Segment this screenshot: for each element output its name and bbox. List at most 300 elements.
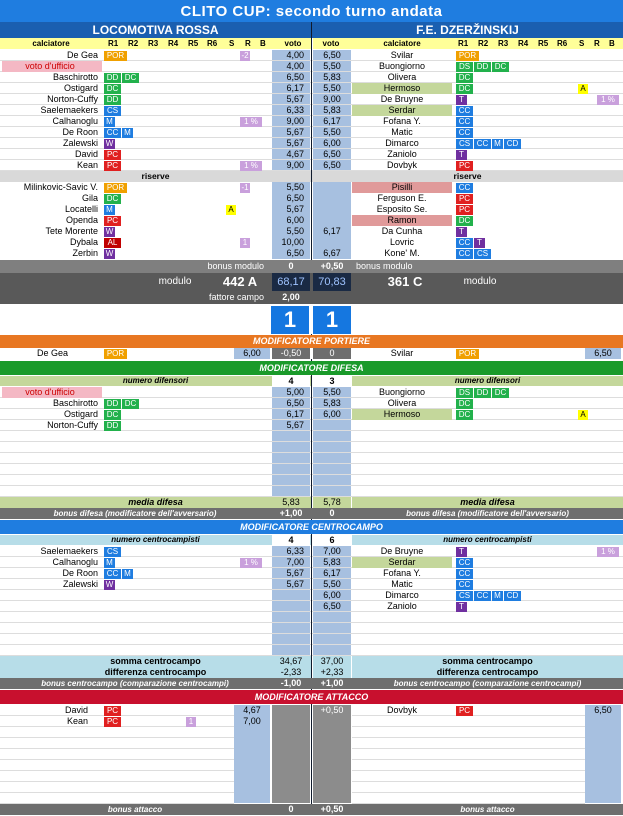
player-voto: 4,67	[286, 149, 304, 159]
player-voto: 6,50	[323, 160, 341, 170]
portiere-home-voto: 6,00	[234, 348, 270, 359]
player-voto: 9,00	[286, 116, 304, 126]
player-name: Ostigard	[63, 83, 98, 93]
player-name: Olivera	[387, 72, 417, 82]
role-tag: T	[456, 227, 467, 237]
role-tag: T	[456, 547, 467, 557]
bonus-modulo-bar	[0, 260, 623, 273]
row-line	[352, 770, 585, 771]
header-r2: R2	[478, 39, 489, 48]
row-line	[0, 611, 311, 612]
centrocampo-count-label: numero centrocampisti	[352, 535, 623, 545]
role-tag: CC	[456, 128, 473, 138]
player-name: voto d'ufficio	[2, 61, 102, 72]
row-line	[352, 781, 585, 782]
bonus-centrocampo-away: +1,00	[320, 678, 344, 688]
row-line	[0, 759, 234, 760]
row-line	[312, 463, 623, 464]
differenza-centrocampo-label: differenza centrocampo	[352, 667, 623, 678]
player-voto: 6,00	[323, 409, 341, 419]
player-voto: 5,00	[286, 387, 304, 397]
row-line	[312, 452, 623, 453]
bonus-tag: 1 %	[240, 161, 262, 171]
bonus-tag: 1	[240, 238, 250, 248]
player-name: De Gea	[66, 50, 98, 60]
header-r6: R6	[207, 39, 218, 48]
player-voto: 6,50	[323, 149, 341, 159]
attacco-title: MODIFICATORE ATTACCO	[0, 690, 623, 704]
row-line	[0, 622, 311, 623]
player-voto: 5,83	[323, 105, 341, 115]
differenza-centrocampo-home: -2,33	[272, 667, 310, 678]
role-tag: DC	[456, 73, 473, 83]
header-r5: R5	[538, 39, 549, 48]
row-line	[0, 770, 234, 771]
row-line	[312, 485, 623, 486]
player-voto: 5,83	[323, 72, 341, 82]
player-name: Buongiorno	[378, 61, 426, 71]
role-tag: CD	[504, 139, 521, 149]
row-line	[352, 737, 585, 738]
role-tag: PC	[456, 194, 473, 204]
header-voto: voto	[284, 39, 302, 48]
player-name: Zaniolo	[387, 601, 417, 611]
player-voto: 6,50	[286, 72, 304, 82]
player-voto: 6,50	[286, 398, 304, 408]
role-tag: CS	[474, 249, 491, 259]
bonus-tag: A	[578, 410, 588, 420]
row-line	[0, 781, 234, 782]
header-b: B	[260, 39, 266, 48]
role-tag: DC	[104, 410, 121, 420]
modulo-away: 361 C	[387, 274, 423, 289]
bonus-tag: 1 %	[240, 558, 262, 568]
player-voto: 6,17	[323, 226, 341, 236]
player-voto: 6,17	[323, 116, 341, 126]
role-tag: CS	[104, 106, 121, 116]
role-tag: DC	[492, 62, 509, 72]
player-name: Esposito Se.	[376, 204, 428, 214]
row-line	[0, 485, 311, 486]
bonus-modulo-away: +0,50	[320, 261, 344, 271]
bonus-modulo-home: 0	[288, 261, 294, 271]
player-voto: 6,33	[286, 105, 304, 115]
role-tag: CC	[474, 591, 491, 601]
row-line	[352, 759, 585, 760]
role-tag: DD	[474, 62, 491, 72]
riserve-header: riserve	[312, 171, 623, 182]
difesa-title: MODIFICATORE DIFESA	[0, 361, 623, 375]
bonus-tag: A	[226, 205, 236, 215]
role-tag: PC	[104, 150, 121, 160]
player-voto: 5,67	[286, 94, 304, 104]
modulo-label: modulo	[463, 276, 497, 287]
row-line	[0, 792, 234, 793]
player-name: Dovbyk	[386, 160, 417, 170]
bonus-attacco-away: +0,50	[320, 804, 344, 814]
player-voto: 7,00	[323, 546, 341, 556]
player-name: Ramon	[352, 215, 452, 226]
bonus-tag: 1 %	[240, 117, 262, 127]
player-name: Kean	[66, 716, 88, 726]
player-voto: 6,00	[323, 590, 341, 600]
score-home: 1	[271, 306, 309, 334]
role-tag: DD	[104, 73, 121, 83]
role-tag: CS	[456, 591, 473, 601]
player-name: Hermoso	[352, 409, 452, 420]
header-r3: R3	[498, 39, 509, 48]
role-tag: PC	[104, 717, 121, 727]
row-line	[0, 737, 234, 738]
portiere-away-voto: 6,50	[585, 348, 621, 359]
difesa-away-n: 3	[313, 376, 351, 386]
role-tag: W	[105, 249, 114, 258]
fattore-value: 2,00	[282, 292, 300, 302]
row-line	[0, 474, 311, 475]
header-r: R	[594, 39, 600, 48]
role-tag: T	[456, 602, 467, 612]
player-voto: 10,00	[281, 237, 304, 247]
role-tag: DC	[456, 216, 473, 226]
role-tag: W	[105, 139, 114, 148]
header-r4: R4	[168, 39, 179, 48]
role-tag: CC	[456, 117, 473, 127]
role-tag: DC	[122, 73, 139, 83]
player-name: De Bruyne	[380, 94, 424, 104]
role-tag: CC	[456, 249, 473, 259]
player-voto: 4,67	[243, 705, 261, 715]
bonus-tag: 1 %	[597, 95, 619, 105]
player-name: Matic	[391, 127, 413, 137]
role-tag: POR	[104, 51, 127, 61]
row-line	[352, 726, 585, 727]
bonus-modulo-label: bonus modulo	[207, 261, 264, 271]
row-line	[0, 441, 311, 442]
attacco-voto-column	[585, 705, 621, 803]
bonus-centrocampo-home: -1,00	[280, 678, 302, 688]
role-tag: POR	[456, 51, 479, 61]
role-tag: DC	[122, 399, 139, 409]
role-tag: M	[122, 569, 133, 579]
player-voto	[313, 204, 351, 215]
centrocampo-home-n: 4	[272, 535, 310, 545]
player-name: Fofana Y.	[383, 116, 421, 126]
player-name: De Bruyne	[380, 546, 424, 556]
player-voto: 6,17	[286, 409, 304, 419]
player-voto: 4,00	[286, 50, 304, 60]
row-line	[312, 633, 623, 634]
role-tag: POR	[104, 349, 127, 359]
player-voto	[313, 215, 351, 226]
role-tag: AL	[104, 238, 121, 248]
player-voto: 5,67	[286, 420, 304, 430]
row-line	[352, 792, 585, 793]
row-line	[352, 748, 585, 749]
bonus-tag: 1 %	[597, 547, 619, 557]
role-tag: CC	[474, 139, 491, 149]
bonus-difesa-away: 0	[329, 508, 335, 518]
modulo-home: 442 A	[222, 274, 258, 289]
player-name: Locatelli	[64, 204, 98, 214]
centrocampo-away-n: 6	[313, 535, 351, 545]
row-line	[0, 633, 311, 634]
player-voto	[313, 182, 351, 193]
fattore-label: fattore campo	[208, 292, 264, 302]
role-tag: CD	[504, 591, 521, 601]
somma-centrocampo-label: somma centrocampo	[352, 656, 623, 667]
player-name: Matic	[391, 579, 413, 589]
header-calciatore: calciatore	[383, 39, 421, 48]
role-tag: PC	[104, 161, 121, 171]
modulo-bar	[0, 273, 623, 291]
media-difesa-home: 5,83	[272, 497, 310, 508]
role-tag: T	[456, 95, 467, 105]
player-name: Zalewski	[62, 138, 98, 148]
player-name: Serdar	[352, 105, 452, 116]
role-tag: DD	[104, 421, 121, 431]
role-tag: CC	[104, 128, 121, 138]
player-name: Baschirotto	[52, 398, 98, 408]
role-tag: DS	[456, 62, 473, 72]
player-voto: 5,83	[323, 398, 341, 408]
header-r: R	[245, 39, 251, 48]
header-s: S	[229, 39, 235, 48]
attacco-mod-column	[313, 705, 351, 803]
bonus-attacco-home: 0	[288, 804, 294, 814]
portiere-away-name: Svilar	[390, 348, 414, 358]
score-away: 1	[313, 306, 351, 334]
player-name: David	[74, 149, 98, 159]
player-voto: 6,33	[286, 546, 304, 556]
player-name: Da Cunha	[381, 226, 423, 236]
player-name: Zaniolo	[387, 149, 417, 159]
header-r4: R4	[518, 39, 529, 48]
media-difesa-label: media difesa	[352, 497, 623, 508]
role-tag: PC	[456, 205, 473, 215]
player-voto: 5,50	[323, 387, 341, 397]
player-voto: 6,17	[323, 568, 341, 578]
player-name: De Roon	[62, 568, 98, 578]
bonus-difesa-label: bonus difesa (modificatore dell'avversario)	[53, 509, 217, 518]
difesa-count-label: numero difensori	[352, 376, 623, 386]
row-line	[0, 452, 311, 453]
player-voto: 5,50	[323, 83, 341, 93]
role-tag: DD	[104, 399, 121, 409]
modulo-label: modulo	[158, 276, 192, 287]
player-name: Tete Morente	[45, 226, 98, 236]
role-tag: CC	[456, 569, 473, 579]
bonus-attacco-label: bonus attacco	[107, 805, 163, 814]
role-tag: PC	[456, 161, 473, 171]
header-r2: R2	[128, 39, 139, 48]
role-tag: M	[122, 128, 133, 138]
role-tag: DC	[456, 399, 473, 409]
attacco-away-mod: +0,50	[320, 705, 344, 715]
role-tag: DS	[456, 388, 473, 398]
somma-centrocampo-label: somma centrocampo	[0, 656, 311, 667]
player-name: Norton-Cuffy	[47, 420, 98, 430]
bonus-difesa-home: +1,00	[279, 508, 303, 518]
bonus-tag: -1	[241, 183, 249, 192]
portiere-away-mod: 0	[313, 348, 351, 359]
player-name: Zerbin	[72, 248, 98, 258]
player-name: Serdar	[352, 557, 452, 568]
media-difesa-label: media difesa	[0, 497, 311, 508]
modulo-home-total: 68,17	[272, 273, 310, 291]
player-voto: 6,50	[286, 193, 304, 203]
player-name: Buongiorno	[378, 387, 426, 397]
player-name: Gila	[81, 193, 98, 203]
player-name: Dimarco	[385, 590, 419, 600]
away-team-name: F.E. DZERŽINSKIJ	[312, 22, 623, 38]
bonus-tag: -2	[241, 51, 249, 60]
player-name: Openda	[65, 215, 98, 225]
player-name: Zalewski	[62, 579, 98, 589]
player-name: Milinkovic-Savic V.	[23, 182, 98, 192]
portiere-row	[0, 348, 623, 359]
player-name: Ferguson E.	[377, 193, 427, 203]
player-voto: 6,00	[323, 138, 341, 148]
header-b: B	[609, 39, 615, 48]
player-voto: 5,50	[286, 226, 304, 236]
header-r3: R3	[148, 39, 159, 48]
bonus-difesa-label: bonus difesa (modificatore dell'avversario)	[406, 509, 569, 518]
player-name: Pisilli	[352, 182, 452, 193]
player-voto: 6,50	[323, 601, 341, 611]
portiere-title: MODIFICATORE PORTIERE	[0, 335, 623, 348]
player-voto	[313, 237, 351, 248]
player-voto: 7,00	[286, 557, 304, 567]
player-voto: 5,67	[286, 138, 304, 148]
role-tag: POR	[104, 183, 127, 193]
role-tag: CS	[456, 139, 473, 149]
row-line	[0, 463, 311, 464]
role-tag: M	[104, 558, 115, 568]
role-tag: M	[104, 117, 115, 127]
player-name: Kean	[76, 160, 98, 170]
header-calciatore: calciatore	[32, 39, 70, 48]
role-tag: DC	[104, 84, 121, 94]
player-voto: 6,50	[286, 248, 304, 258]
player-voto	[313, 193, 351, 204]
difesa-home-n: 4	[272, 376, 310, 386]
role-tag: POR	[456, 349, 479, 359]
player-name: Fofana Y.	[383, 568, 421, 578]
player-name: Dimarco	[385, 138, 419, 148]
player-voto: 5,67	[286, 568, 304, 578]
player-voto: 6,00	[286, 215, 304, 225]
player-voto: 4,00	[286, 61, 304, 71]
role-tag: T	[474, 238, 485, 248]
centrocampo-title: MODIFICATORE CENTROCAMPO	[0, 520, 623, 534]
player-voto: 9,00	[286, 160, 304, 170]
player-name: David	[64, 705, 88, 715]
player-name: Calhanoglu	[52, 557, 98, 567]
player-voto: 7,00	[243, 716, 261, 726]
bonus-tag: A	[578, 84, 588, 94]
role-tag: DD	[474, 388, 491, 398]
role-tag: W	[105, 227, 114, 236]
role-tag: PC	[104, 706, 121, 716]
role-tag: T	[456, 150, 467, 160]
differenza-centrocampo-label: differenza centrocampo	[0, 667, 311, 678]
row-line	[312, 430, 623, 431]
row-line	[0, 600, 311, 601]
player-voto: 9,00	[323, 94, 341, 104]
score-row	[0, 304, 623, 334]
fattore-bar	[0, 291, 623, 304]
player-name: Svilar	[390, 50, 414, 60]
portiere-home-name: De Gea	[36, 348, 68, 358]
player-voto: 5,50	[286, 182, 304, 192]
role-tag: CC	[104, 569, 121, 579]
bonus-centrocampo-label: bonus centrocampo (comparazione centrocampi)	[41, 679, 229, 688]
player-name: Olivera	[387, 398, 417, 408]
player-name: voto d'ufficio	[2, 387, 102, 398]
role-tag: DC	[456, 84, 473, 94]
row-line	[312, 474, 623, 475]
riserve-header: riserve	[0, 171, 311, 182]
role-tag: M	[492, 139, 503, 149]
role-tag: M	[104, 205, 115, 215]
header-r5: R5	[188, 39, 199, 48]
role-tag: PC	[456, 706, 473, 716]
player-name: Ostigard	[63, 409, 98, 419]
player-name: Hermoso	[352, 83, 452, 94]
player-name: De Roon	[62, 127, 98, 137]
row-line	[312, 644, 623, 645]
role-tag: DC	[456, 410, 473, 420]
player-voto: 5,67	[286, 579, 304, 589]
player-name: Dybala	[69, 237, 98, 247]
role-tag: CC	[456, 183, 473, 193]
player-name: Calhanoglu	[52, 116, 98, 126]
centrocampo-count-label: numero centrocampisti	[0, 535, 311, 545]
player-voto: 5,67	[286, 127, 304, 137]
player-voto: 6,17	[286, 83, 304, 93]
portiere-home-mod: -0,50	[272, 348, 310, 359]
header-r1: R1	[108, 39, 119, 48]
player-voto: 5,50	[323, 579, 341, 589]
bonus-centrocampo-label: bonus centrocampo (comparazione centrocampi)	[393, 679, 582, 688]
row-line	[312, 441, 623, 442]
role-tag: CC	[456, 238, 473, 248]
header-s: S	[579, 39, 585, 48]
row-line	[0, 644, 311, 645]
bonus-attacco-label: bonus attacco	[460, 805, 515, 814]
role-tag: DD	[104, 95, 121, 105]
role-tag: PC	[104, 216, 121, 226]
player-voto: 5,50	[323, 127, 341, 137]
role-tag: CC	[456, 558, 473, 568]
row-line	[0, 748, 234, 749]
row-line	[312, 622, 623, 623]
player-voto: 5,50	[323, 61, 341, 71]
differenza-centrocampo-away: +2,33	[313, 667, 351, 678]
home-team-name: LOCOMOTIVA ROSSA	[0, 22, 311, 38]
player-name: Baschirotto	[52, 72, 98, 82]
role-tag: M	[492, 591, 503, 601]
page-title: CLITO CUP: secondo turno andata	[0, 0, 623, 22]
role-tag: DC	[492, 388, 509, 398]
somma-centrocampo-home: 34,67	[272, 656, 310, 667]
player-name: Kone' M.	[384, 248, 420, 258]
player-voto: 6,67	[323, 248, 341, 258]
player-voto: 6,50	[323, 50, 341, 60]
role-tag: W	[105, 580, 114, 589]
header-r6: R6	[557, 39, 568, 48]
modulo-away-total: 70,83	[313, 273, 351, 291]
